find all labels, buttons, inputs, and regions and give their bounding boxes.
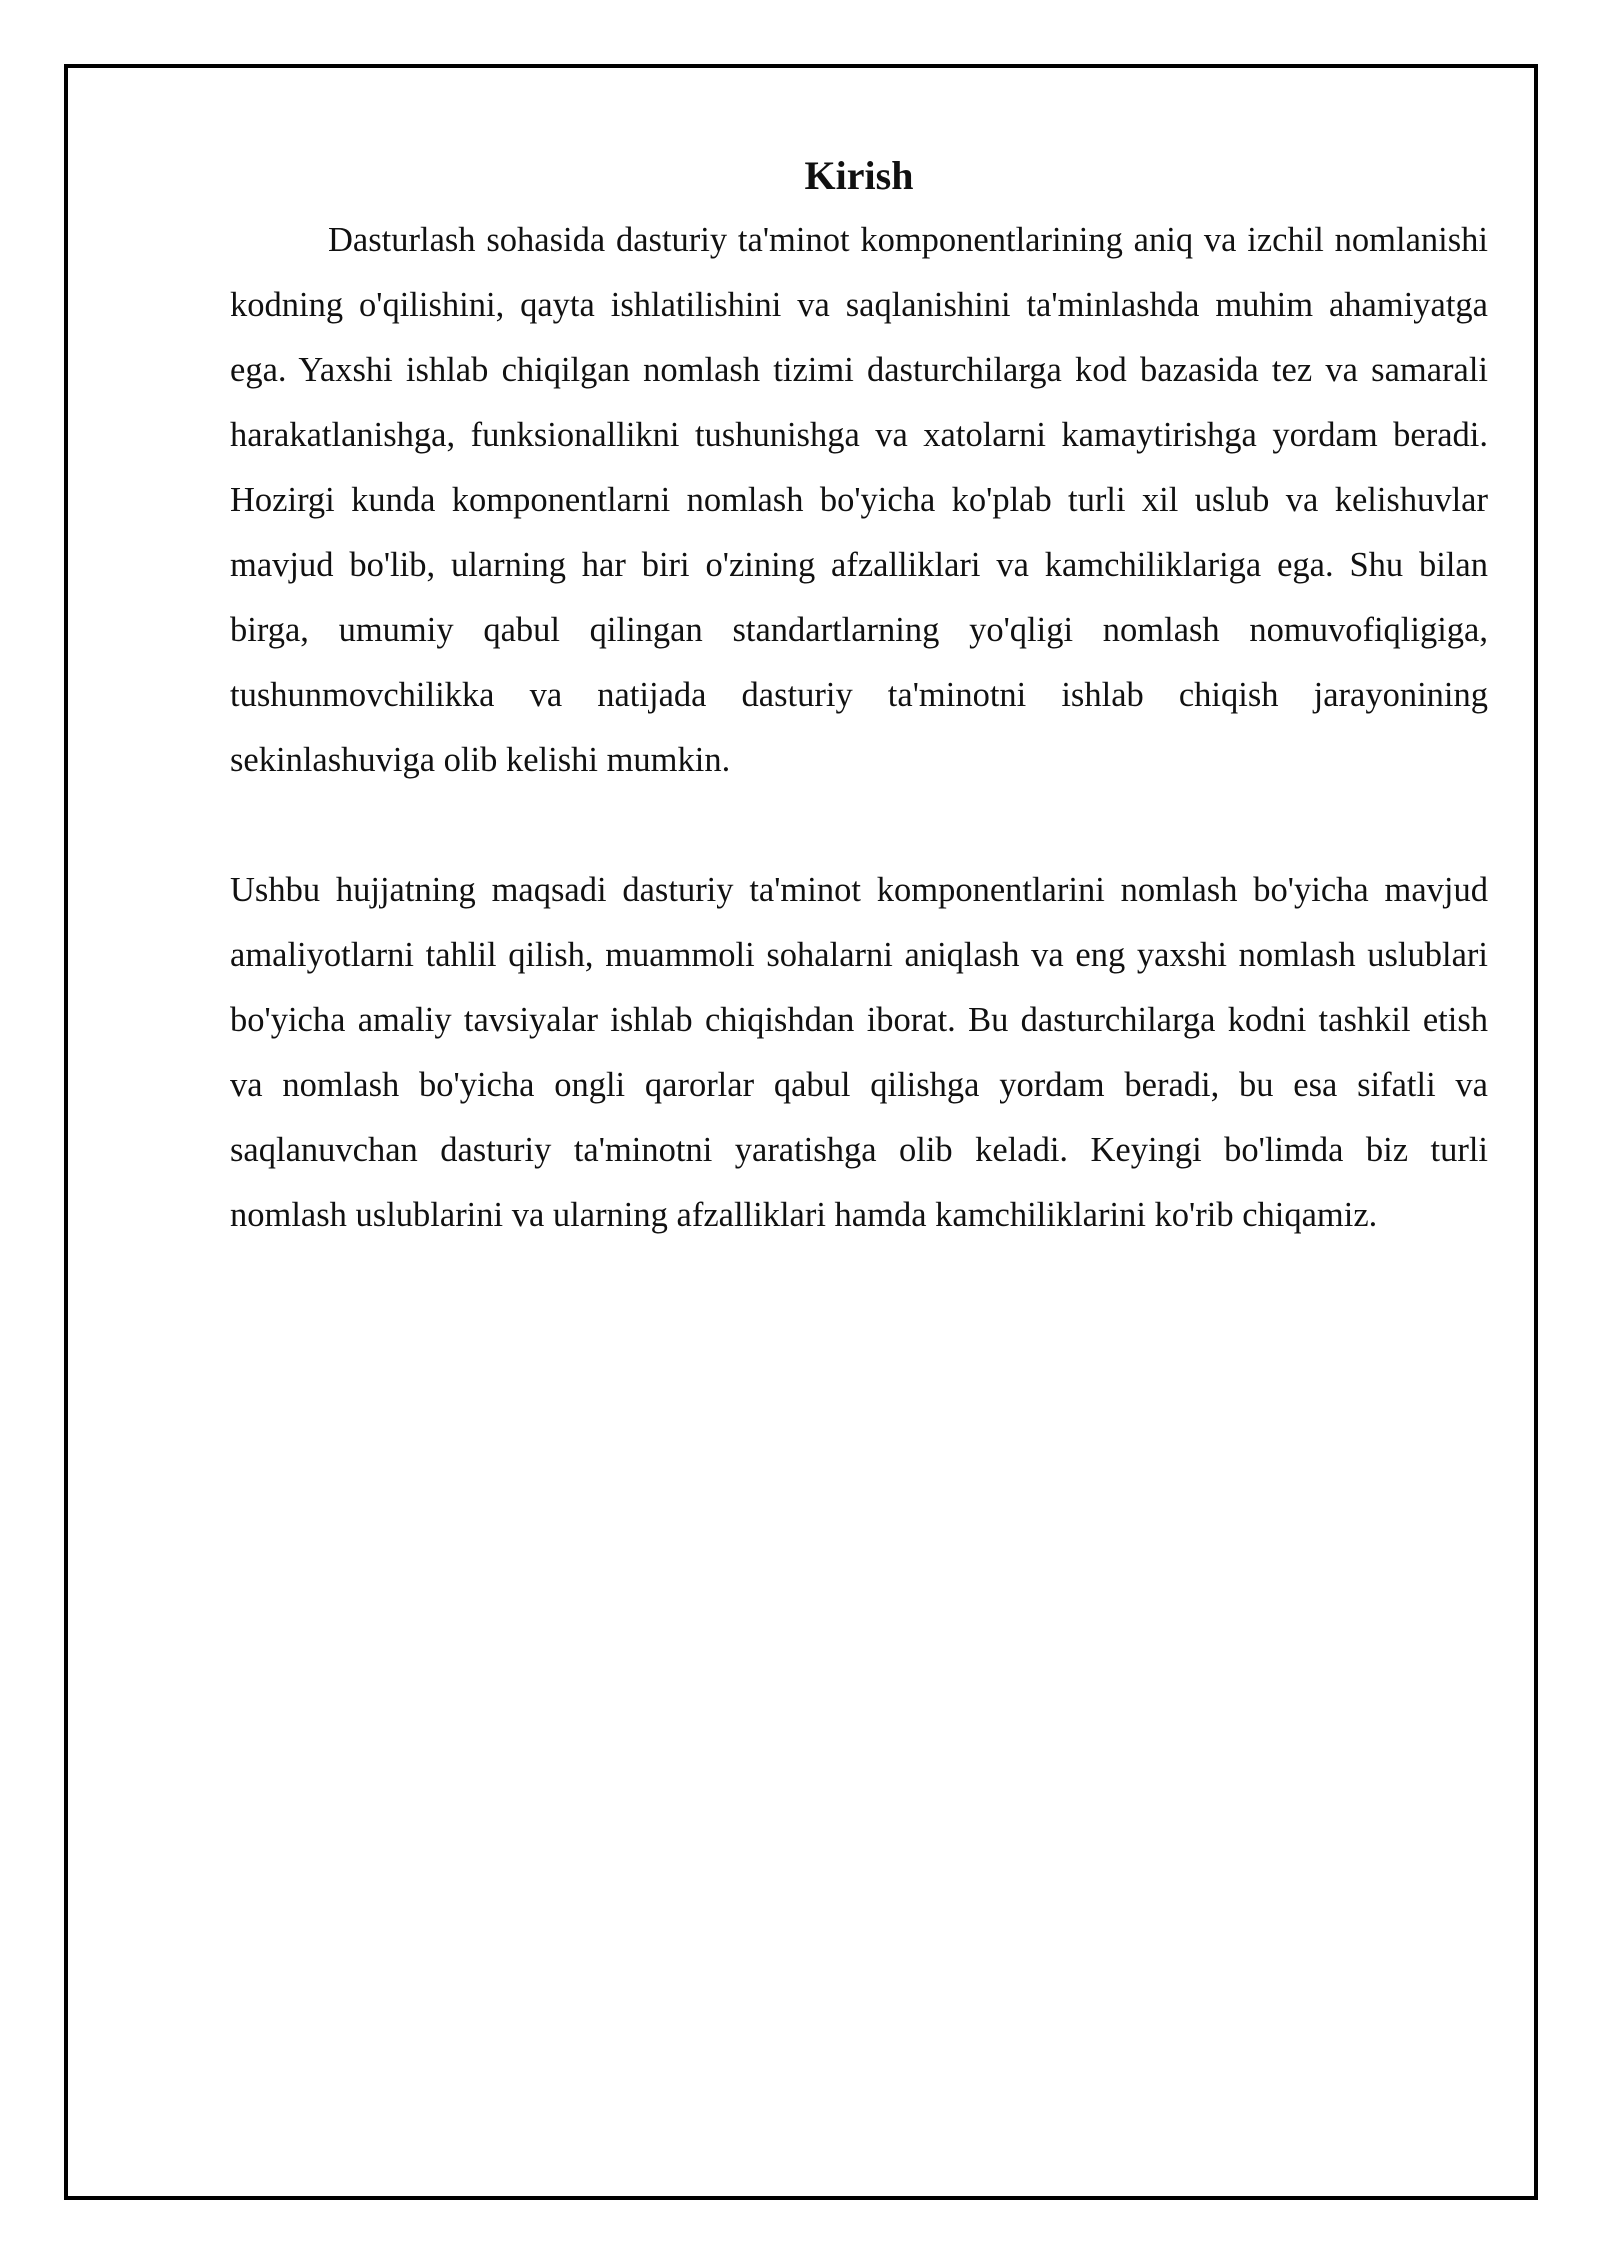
paragraph-purpose: Ushbu hujjatning maqsadi dasturiy ta'minot komponentlarini nomlash bo'yicha mavjud amaliyotlarni tahlil qilish, muammoli sohalarni aniqlash va eng yaxshi nomlash uslublari bo'yicha amaliy tavsiyalar ishlab chiqishdan iborat. Bu dasturchilarga kodni tashkil etish va nomlash bo'yicha ongli qarorlar qabul qilishga yordam beradi, bu esa sifatli va saqlanuvchan dasturiy ta'minotni yaratishga olib keladi. Keyingi bo'limda biz turli nomlash uslublarini va ularning afzalliklari hamda kamchiliklarini ko'rib chiqamiz.	[230, 871, 1488, 1234]
paragraph-intro: Dasturlash sohasida dasturiy ta'minot komponentlarining aniq va izchil nomlanishi kodning o'qilishini, qayta ishlatilishini va saqlanishini ta'minlashda muhim ahamiyatga ega. Yaxshi ishlab chiqilgan nomlash tizimi dasturchilarga kod bazasida tez va samarali harakatlanishga, funksionallikni tushunishga va xatolarni kamaytirishga yordam beradi. Hozirgi kunda komponentlarni nomlash bo'yicha ko'plab turli xil uslub va kelishuvlar mavjud bo'lib, ularning har biri o'zining afzalliklari va kamchiliklariga ega. Shu bilan birga, umumiy qabul qilingan standartlarning yo'qligi nomlash nomuvofiqligiga, tushunmovchilikka va natijada dasturiy ta'minotni ishlab chiqish jarayonining sekinlashuviga olib kelishi mumkin.	[230, 221, 1488, 779]
page-title: Kirish	[804, 153, 914, 198]
document-body	[230, 148, 1488, 1248]
